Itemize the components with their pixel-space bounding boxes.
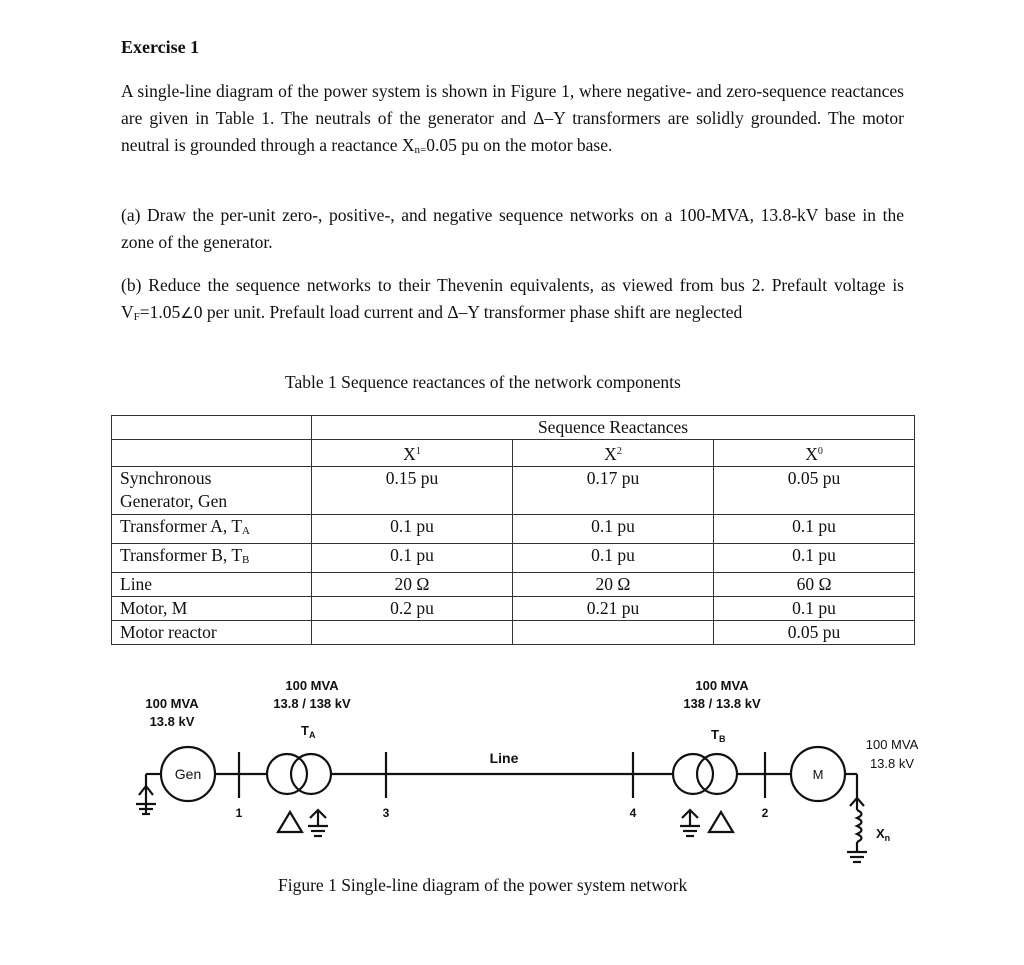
angle-symbol: ∠ <box>180 304 194 322</box>
ta-delta-icon <box>278 812 302 832</box>
table-row <box>112 621 915 645</box>
ta-label: $T_A$ <box>301 723 316 740</box>
cell-x2: 0.1 pu <box>513 515 714 544</box>
header-x1: $X^1$ <box>312 440 513 467</box>
ta-rating-kv: 13.8 / 138 kV <box>273 696 351 711</box>
table-row <box>112 515 915 544</box>
bus-1-label: 1 <box>235 806 243 820</box>
ta-rating-mva: 100 MVA <box>285 678 339 693</box>
tb-rating-mva: 100 MVA <box>695 678 749 693</box>
xn-subscript: n= <box>414 144 427 156</box>
line-label: Line <box>489 750 519 766</box>
figure-caption: Figure 1 Single-line diagram of the power system network <box>278 875 688 895</box>
part-b-text: (b) Reduce the sequence networks to their Thevenin equivalents, as viewed from bus 2. Prefault voltage is V <box>121 275 904 322</box>
cell-x0: 0.1 pu <box>714 544 915 573</box>
generator-ground-icon <box>136 774 161 815</box>
generator-label: Gen <box>174 766 202 782</box>
row-name-transformer-b: Transformer B, TB <box>112 544 312 573</box>
cell-x0: 0.1 pu <box>714 515 915 544</box>
intro-text: A single-line diagram of the power system is shown in Figure 1, where negative- and zero-sequence reactances are given in Table 1. The neutrals of the generator and Δ–Y transformers are solidly grounded. The motor neutral is grounded through a reactance X <box>121 81 904 155</box>
cell-x2: 0.17 pu <box>513 467 714 515</box>
part-b-paragraph <box>121 272 904 331</box>
table-row <box>112 597 915 621</box>
cell-x2: 0.1 pu <box>513 544 714 573</box>
row-name-generator: Synchronous Generator, Gen <box>112 467 312 515</box>
cell-x2: 20 Ω <box>513 573 714 597</box>
bus-2-label: 2 <box>761 806 769 820</box>
tb-wye-ground-icon <box>680 810 700 836</box>
row-name-line: Line <box>112 573 312 597</box>
tb-label: $T_B$ <box>711 727 726 744</box>
header-x2: $X^2$ <box>513 440 714 467</box>
row-name-transformer-a: Transformer A, TA <box>112 515 312 544</box>
intro-paragraph <box>121 78 904 164</box>
transformer-b-icon <box>673 754 737 794</box>
transformer-a-icon <box>267 754 331 794</box>
cell-x1: 0.1 pu <box>312 544 513 573</box>
table-row <box>112 573 915 597</box>
bus-4-label: 4 <box>629 806 637 820</box>
header-empty-cell <box>112 416 312 440</box>
table-subheader-row <box>112 440 915 467</box>
bus-3-label: 3 <box>382 806 390 820</box>
cell-x1: 0.2 pu <box>312 597 513 621</box>
gen-rating-mva: 100 MVA <box>145 696 199 711</box>
cell-x2: 0.21 pu <box>513 597 714 621</box>
cell-x0: 60 Ω <box>714 573 915 597</box>
vf-subscript: F <box>133 311 140 323</box>
part-b-value: =1.05 <box>139 302 181 322</box>
cell-x0: 0.1 pu <box>714 597 915 621</box>
motor-reactor-ground-icon <box>845 774 867 862</box>
ta-wye-ground-icon <box>308 810 328 836</box>
cell-x0: 0.05 pu <box>714 467 915 515</box>
table-row <box>112 544 915 573</box>
part-a-paragraph: (a) Draw the per-unit zero-, positive-, and negative sequence networks on a 100-MVA, 13.8-kV base in the zone of the generator. <box>121 205 904 252</box>
table-header-row <box>112 416 915 440</box>
xn-label: $X_n$ <box>876 826 891 843</box>
sequence-reactance-table <box>111 415 915 645</box>
single-line-diagram <box>0 660 1024 875</box>
intro-tail: 0.05 pu on the motor base. <box>426 135 613 155</box>
exercise-title: Exercise 1 <box>121 37 200 57</box>
motor-rating-kv: 13.8 kV <box>869 756 915 771</box>
tb-delta-icon <box>709 812 733 832</box>
cell-x1 <box>312 621 513 645</box>
motor-label: M <box>812 767 824 782</box>
row-name-motor: Motor, M <box>112 597 312 621</box>
cell-x1: 20 Ω <box>312 573 513 597</box>
table-caption: Table 1 Sequence reactances of the network components <box>285 372 681 392</box>
gen-rating-kv: 13.8 kV <box>149 714 195 729</box>
row-name-motor-reactor: Motor reactor <box>112 621 312 645</box>
motor-rating-mva: 100 MVA <box>865 737 919 752</box>
part-b-tail: 0 per unit. Prefault load current and Δ–Y transformer phase shift are neglected <box>193 302 743 322</box>
cell-x1: 0.15 pu <box>312 467 513 515</box>
table-row <box>112 467 915 515</box>
group-header: Sequence Reactances <box>312 416 915 440</box>
cell-x1: 0.1 pu <box>312 515 513 544</box>
tb-rating-kv: 138 / 13.8 kV <box>683 696 761 711</box>
subheader-empty-cell <box>112 440 312 467</box>
header-x0: $X^0$ <box>714 440 915 467</box>
cell-x0: 0.05 pu <box>714 621 915 645</box>
cell-x2 <box>513 621 714 645</box>
